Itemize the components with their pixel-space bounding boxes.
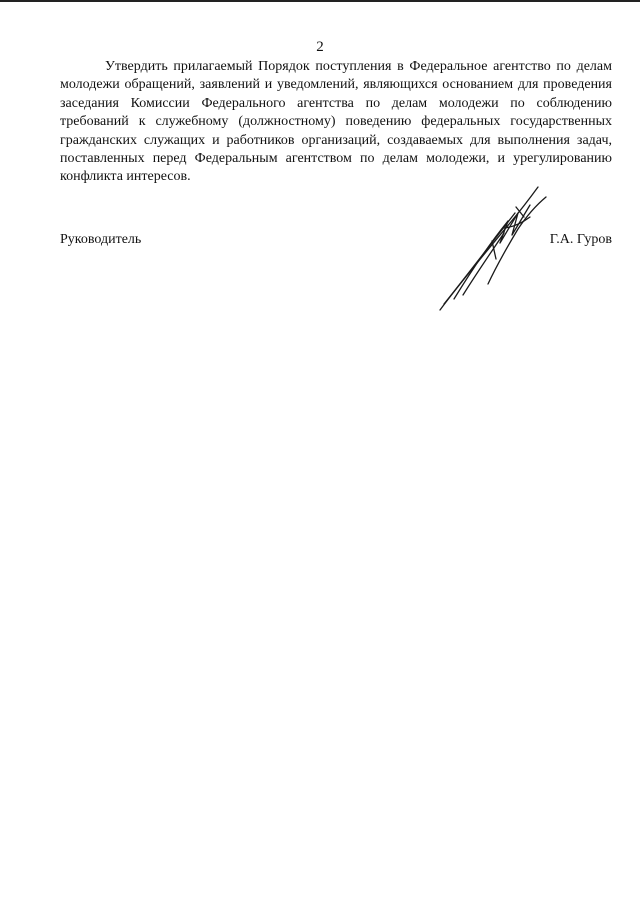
- page-number: 2: [316, 39, 324, 55]
- document-paragraph: Утвердить прилагаемый Порядок поступления в Федеральное агентство по делам молодежи обращений, заявлений и уведомлений, являющихся основанием для проведения заседания Комиссии Федерального агентства по делам молодежи по соблюдению требований к служебному (должностному) поведению федеральных государственных гражданских служащих и работников организаций, создаваемых для выполнения задач, поставленных перед Федеральным агентством по делам молодежи, и урегулированию конфликта интересов.: [60, 59, 612, 185]
- signer-position: Руководитель: [60, 232, 142, 247]
- page-top-edge: [0, 0, 640, 2]
- handwritten-signature: [430, 183, 555, 313]
- signer-name: Г.А. Гуров: [549, 232, 612, 247]
